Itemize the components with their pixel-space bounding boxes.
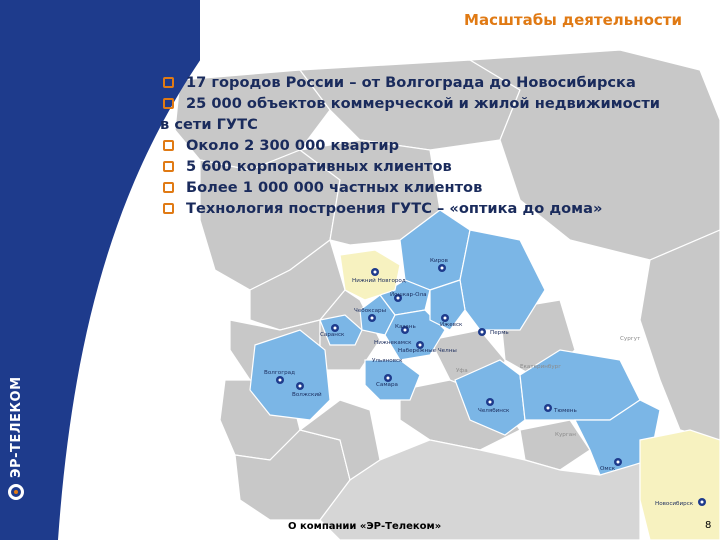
- label-kazan: Казань: [395, 324, 416, 330]
- bullet-item: Около 2 300 000 квартир: [163, 135, 718, 156]
- label-surgut: Сургут: [620, 336, 641, 342]
- checkbox-bullet-icon: [163, 161, 174, 172]
- label-tyumen: Тюмень: [554, 408, 577, 414]
- label-ulyanovsk: Ульяновск: [372, 358, 403, 364]
- marker-kirov: [438, 264, 446, 272]
- marker-cheb: [368, 314, 376, 322]
- label-saransk: Саранск: [320, 332, 345, 338]
- bullet-item: Технология построения ГУТС – «оптика до дома»: [163, 198, 718, 219]
- label-chelny: Набережные Челны: [398, 348, 457, 354]
- marker-novosibirsk: [698, 498, 706, 506]
- region-samara: [365, 360, 420, 400]
- bullet-item: 17 городов России – от Волгограда до Новосибирска: [163, 72, 718, 93]
- checkbox-bullet-icon: [163, 98, 174, 109]
- label-izhevsk: Ижевск: [440, 322, 463, 328]
- checkbox-bullet-icon: [163, 182, 174, 193]
- marker-omsk: [614, 458, 622, 466]
- marker-volzhsky: [296, 382, 304, 390]
- label-chelyabinsk: Челябинск: [478, 408, 510, 414]
- brand-name: ЭР-ТЕЛЕКОМ: [8, 376, 24, 478]
- label-nizhnekamsk: Нижнекамск: [374, 340, 412, 346]
- label-yoshkar: Йошкар-Ола: [390, 292, 427, 298]
- label-novosibirsk: Новосибирск: [655, 501, 694, 507]
- checkbox-bullet-icon: [163, 203, 174, 214]
- marker-saransk: [331, 324, 339, 332]
- marker-chelyabinsk: [486, 398, 494, 406]
- bullet-list: [160, 72, 718, 219]
- label-samara: Самара: [376, 382, 398, 388]
- bullet-item: Более 1 000 000 частных клиентов: [163, 177, 718, 198]
- bullet-item: 25 000 объектов коммерческой и жилой недвижимости в сети ГУТС: [163, 93, 718, 135]
- marker-perm: [478, 328, 486, 336]
- bullet-item: 5 600 корпоративных клиентов: [163, 156, 718, 177]
- marker-volgograd: [276, 376, 284, 384]
- marker-samara: [384, 374, 392, 382]
- label-cheb: Чебоксары: [354, 308, 386, 314]
- marker-nn: [371, 268, 379, 276]
- slide-title: Масштабы деятельности: [464, 11, 682, 29]
- bullet-continuation: в сети ГУТС: [160, 116, 258, 133]
- label-omsk: Омск: [600, 466, 616, 472]
- label-volzhsky: Волжский: [292, 392, 322, 398]
- checkbox-bullet-icon: [163, 77, 174, 88]
- label-nn: Нижний Новгород: [352, 278, 406, 284]
- er-telecom-logo-icon: [8, 484, 24, 500]
- label-ufa: Уфа: [456, 368, 468, 374]
- marker-izhevsk: [441, 314, 449, 322]
- label-volgograd: Волгоград: [264, 370, 295, 376]
- marker-tyumen: [544, 404, 552, 412]
- label-kirov: Киров: [430, 258, 448, 264]
- slide-footer: О компании «ЭР-Телеком»: [288, 521, 442, 532]
- brand-mark: [8, 376, 24, 500]
- label-kurgan: Курган: [555, 432, 576, 438]
- label-yekaterinburg: Екатеринбург: [520, 364, 562, 370]
- page-number: 8: [705, 520, 712, 531]
- checkbox-bullet-icon: [163, 140, 174, 151]
- label-perm: Пермь: [490, 330, 509, 336]
